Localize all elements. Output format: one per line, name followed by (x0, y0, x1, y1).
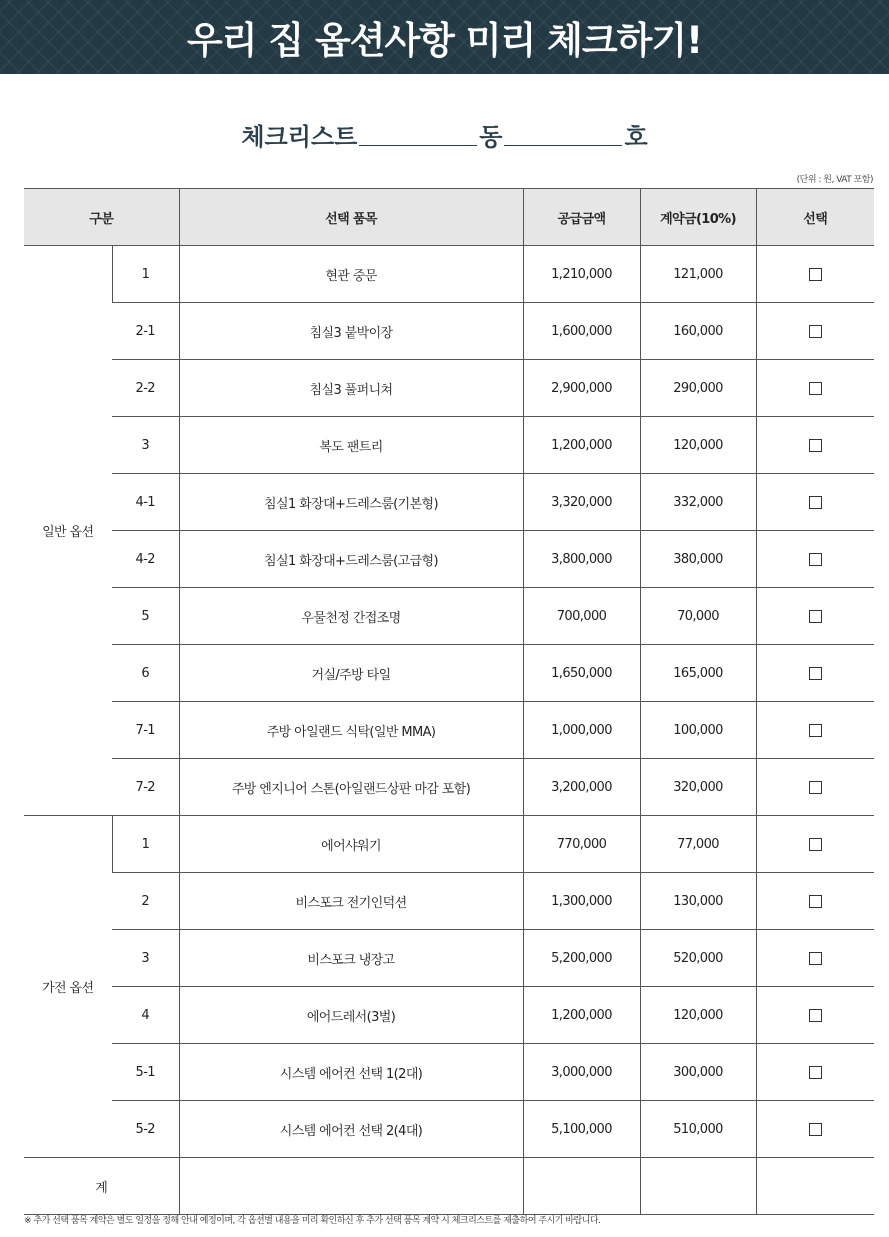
deposit-amount: 77,000 (640, 816, 756, 873)
item-name: 침실1 화장대+드레스룸(고급형) (179, 531, 523, 588)
supply-amount: 1,000,000 (523, 702, 640, 759)
select-checkbox[interactable] (809, 382, 822, 395)
group-label: 가전 옵션 (24, 816, 112, 1158)
row-number: 7-2 (112, 759, 179, 816)
select-checkbox[interactable] (809, 667, 822, 680)
deposit-amount: 332,000 (640, 474, 756, 531)
option-checklist-table (24, 188, 874, 1215)
row-number: 5-2 (112, 1101, 179, 1158)
select-cell (756, 531, 874, 588)
select-cell (756, 246, 874, 303)
select-checkbox[interactable] (809, 553, 822, 566)
table-row (24, 930, 874, 987)
dong-label: 동 (479, 123, 503, 151)
select-checkbox[interactable] (809, 496, 822, 509)
item-name: 주방 아일랜드 식탁(일반 MMA) (179, 702, 523, 759)
deposit-amount: 121,000 (640, 246, 756, 303)
total-row (24, 1158, 874, 1215)
item-name: 에어드레서(3벌) (179, 987, 523, 1044)
checklist-label: 체크리스트 (241, 123, 358, 151)
select-cell (756, 474, 874, 531)
row-number: 2-1 (112, 303, 179, 360)
table-row (24, 759, 874, 816)
select-checkbox[interactable] (809, 781, 822, 794)
select-cell (756, 816, 874, 873)
ho-label: 호 (624, 123, 648, 151)
supply-amount: 2,900,000 (523, 360, 640, 417)
table-row (24, 816, 874, 873)
banner-title: 우리 집 옵션사항 미리 체크하기! (186, 19, 703, 62)
table-row (24, 246, 874, 303)
select-checkbox[interactable] (809, 895, 822, 908)
deposit-amount: 320,000 (640, 759, 756, 816)
ho-blank-line[interactable] (504, 144, 622, 146)
deposit-amount: 120,000 (640, 987, 756, 1044)
item-name: 주방 엔지니어 스톤(아일랜드상판 마감 포함) (179, 759, 523, 816)
deposit-amount: 380,000 (640, 531, 756, 588)
row-number: 4 (112, 987, 179, 1044)
supply-amount: 700,000 (523, 588, 640, 645)
supply-amount: 1,600,000 (523, 303, 640, 360)
row-number: 7-1 (112, 702, 179, 759)
item-name: 비스포크 전기인덕션 (179, 873, 523, 930)
supply-amount: 1,200,000 (523, 417, 640, 474)
select-cell (756, 360, 874, 417)
select-checkbox[interactable] (809, 838, 822, 851)
select-cell (756, 702, 874, 759)
row-number: 2 (112, 873, 179, 930)
item-name: 침실3 풀퍼니쳐 (179, 360, 523, 417)
row-number: 3 (112, 417, 179, 474)
select-cell (756, 759, 874, 816)
deposit-amount: 520,000 (640, 930, 756, 987)
item-name: 비스포크 냉장고 (179, 930, 523, 987)
select-checkbox[interactable] (809, 610, 822, 623)
supply-amount: 1,210,000 (523, 246, 640, 303)
unit-note: (단위 : 원, VAT 포함) (796, 175, 873, 185)
header-item: 선택 품목 (179, 189, 523, 246)
total-deposit-cell (640, 1158, 756, 1215)
select-cell (756, 1044, 874, 1101)
table-row (24, 987, 874, 1044)
deposit-amount: 510,000 (640, 1101, 756, 1158)
item-name: 현관 중문 (179, 246, 523, 303)
title-banner (0, 0, 889, 74)
select-cell (756, 417, 874, 474)
item-name: 침실1 화장대+드레스룸(기본형) (179, 474, 523, 531)
row-number: 5 (112, 588, 179, 645)
row-number: 2-2 (112, 360, 179, 417)
row-number: 1 (112, 816, 179, 873)
table-row (24, 702, 874, 759)
total-item-cell (179, 1158, 523, 1215)
select-cell (756, 873, 874, 930)
header-supply: 공급금액 (523, 189, 640, 246)
item-name: 시스템 에어컨 선택 2(4대) (179, 1101, 523, 1158)
row-number: 1 (112, 246, 179, 303)
supply-amount: 770,000 (523, 816, 640, 873)
select-checkbox[interactable] (809, 1009, 822, 1022)
item-name: 우물천정 간접조명 (179, 588, 523, 645)
table-row (24, 474, 874, 531)
supply-amount: 3,320,000 (523, 474, 640, 531)
checklist-heading (0, 118, 889, 152)
supply-amount: 3,000,000 (523, 1044, 640, 1101)
table-row (24, 531, 874, 588)
deposit-amount: 165,000 (640, 645, 756, 702)
supply-amount: 5,200,000 (523, 930, 640, 987)
select-checkbox[interactable] (809, 724, 822, 737)
select-cell (756, 645, 874, 702)
supply-amount: 1,300,000 (523, 873, 640, 930)
select-checkbox[interactable] (809, 325, 822, 338)
select-cell (756, 588, 874, 645)
table-header-row (24, 189, 874, 246)
item-name: 침실3 붙박이장 (179, 303, 523, 360)
deposit-amount: 100,000 (640, 702, 756, 759)
row-number: 4-1 (112, 474, 179, 531)
supply-amount: 1,200,000 (523, 987, 640, 1044)
table-row (24, 417, 874, 474)
table-row (24, 588, 874, 645)
select-checkbox[interactable] (809, 268, 822, 281)
dong-blank-line[interactable] (359, 144, 477, 146)
header-category: 구분 (24, 189, 179, 246)
select-cell (756, 1101, 874, 1158)
table-row (24, 1101, 874, 1158)
table-row (24, 645, 874, 702)
row-number: 5-1 (112, 1044, 179, 1101)
supply-amount: 3,800,000 (523, 531, 640, 588)
deposit-amount: 120,000 (640, 417, 756, 474)
item-name: 복도 팬트리 (179, 417, 523, 474)
supply-amount: 5,100,000 (523, 1101, 640, 1158)
select-cell (756, 930, 874, 987)
table-row (24, 873, 874, 930)
deposit-amount: 290,000 (640, 360, 756, 417)
total-label: 계 (24, 1158, 179, 1215)
total-supply-cell (523, 1158, 640, 1215)
select-cell (756, 303, 874, 360)
row-number: 6 (112, 645, 179, 702)
table-row (24, 303, 874, 360)
deposit-amount: 70,000 (640, 588, 756, 645)
total-select-cell (756, 1158, 874, 1215)
item-name: 거실/주방 타일 (179, 645, 523, 702)
item-name: 에어샤워기 (179, 816, 523, 873)
supply-amount: 3,200,000 (523, 759, 640, 816)
footnote: ※ 추가 선택 품목 계약은 별도 일정을 정해 안내 예정이며, 각 옵션별 내용을 미리 확인하신 후 추가 선택 품목 계약 시 체크리스트를 제출하여 주시기 바랍니다. (24, 1216, 601, 1226)
select-cell (756, 987, 874, 1044)
deposit-amount: 160,000 (640, 303, 756, 360)
header-select: 선택 (756, 189, 874, 246)
table-row (24, 360, 874, 417)
select-checkbox[interactable] (809, 1066, 822, 1079)
group-label: 일반 옵션 (24, 246, 112, 816)
row-number: 4-2 (112, 531, 179, 588)
select-checkbox[interactable] (809, 952, 822, 965)
item-name: 시스템 에어컨 선택 1(2대) (179, 1044, 523, 1101)
row-number: 3 (112, 930, 179, 987)
select-checkbox[interactable] (809, 1123, 822, 1136)
table-row (24, 1044, 874, 1101)
select-checkbox[interactable] (809, 439, 822, 452)
deposit-amount: 130,000 (640, 873, 756, 930)
header-deposit: 계약금(10%) (640, 189, 756, 246)
supply-amount: 1,650,000 (523, 645, 640, 702)
deposit-amount: 300,000 (640, 1044, 756, 1101)
